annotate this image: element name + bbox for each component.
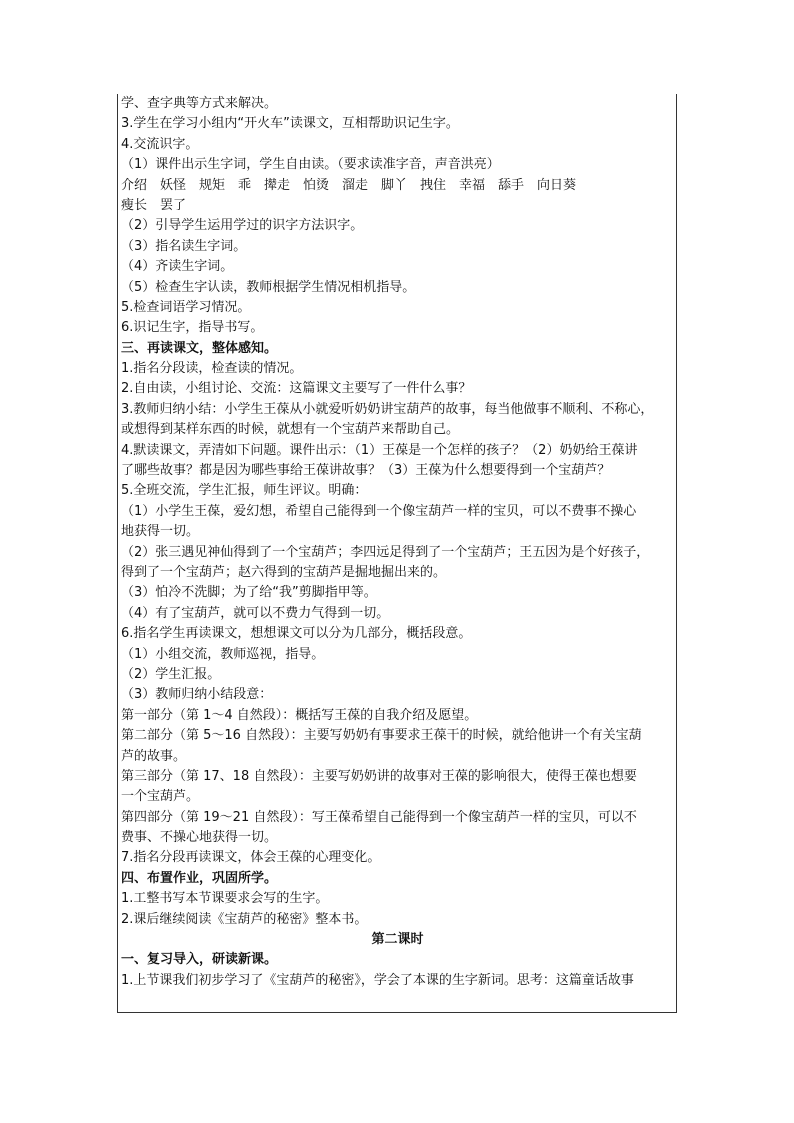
text-line: （3）指名读生字词。	[121, 238, 247, 254]
text-line: （2）张三遇见神仙得到了一个宝葫芦；李四远足得到了一个宝葫芦；王五因为是个好孩子，	[121, 544, 650, 560]
text-line: （2）学生汇报。	[121, 666, 221, 682]
section-heading: 一、复习导入，研读新课。	[121, 952, 278, 968]
text-line: 第二部分（第 5～16 自然段）：主要写奶奶有事要求王葆干的时候，就给他讲一个有关宝葫	[121, 728, 642, 744]
text-line: （4）齐读生字词。	[121, 259, 234, 275]
text-line: 6.识记生字，指导书写。	[121, 320, 264, 336]
text-line: 介绍 妖怪 规矩 乖 撵走 怕烫 溜走 脚丫 拽住 幸福 舔手 向日葵	[121, 177, 577, 193]
text-line: 2.自由读，小组讨论、交流：这篇课文主要写了一件什么事？	[121, 381, 472, 397]
text-line: 瘦长 罢了	[121, 197, 187, 213]
text-line: 第三部分（第 17、18 自然段）：主要写奶奶讲的故事对王葆的影响很大，使得王葆也想要	[121, 768, 637, 784]
text-line: （1）小组交流，教师巡视，指导。	[121, 646, 325, 662]
text-line: 1.上节课我们初步学习了《宝葫芦的秘密》，学会了本课的生字新词。思考：这篇童话故事	[121, 972, 634, 988]
text-line: 3.学生在学习小组内“开火车”读课文，互相帮助识记生字。	[121, 116, 459, 132]
text-line: 或想得到某样东西的时候，就想有一个宝葫芦来帮助自己。	[121, 422, 460, 438]
section-heading: 四、布置作业，巩固所学。	[121, 870, 278, 886]
section-heading: 三、再读课文，整体感知。	[121, 340, 278, 356]
text-line: （4）有了宝葫芦，就可以不费力气得到一切。	[121, 605, 390, 621]
text-line: （3）教师归纳小结段意：	[121, 687, 273, 703]
text-line: 5.全班交流，学生汇报，师生评议。明确：	[121, 483, 368, 499]
text-line: 第一部分（第 1～4 自然段）：概括写王葆的自我介绍及愿望。	[121, 707, 478, 723]
text-line: 1.工整书写本节课要求会写的生字。	[121, 891, 329, 907]
text-line: （1）小学生王葆，爱幻想，希望自己能得到一个像宝葫芦一样的宝贝，可以不费事不操心	[121, 503, 637, 519]
text-line: 第四部分（第 19～21 自然段）：写王葆希望自己能得到一个像宝葫芦一样的宝贝，可以不	[121, 809, 637, 825]
text-line: （3）怕冷不洗脚；为了给“我”剪脚指甲等。	[121, 585, 377, 601]
text-line: 7.指名分段再读课文，体会王葆的心理变化。	[121, 850, 381, 866]
text-line: 5.检查词语学习情况。	[121, 299, 251, 315]
lesson-plan-table-cell	[117, 94, 677, 1013]
text-line: 3.教师归纳小结：小学生王葆从小就爱听奶奶讲宝葫芦的故事，每当他做事不顺利、不称心，	[121, 401, 654, 417]
text-line: 2.课后继续阅读《宝葫芦的秘密》整本书。	[121, 911, 368, 927]
text-line: 地获得一切。	[121, 524, 200, 540]
text-line: 得到了一个宝葫芦；赵六得到的宝葫芦是掘地掘出来的。	[121, 564, 447, 580]
text-line: （5）检查生字认读，教师根据学生情况相机指导。	[121, 279, 416, 295]
text-line: （2）引导学生运用学过的识字方法识字。	[121, 218, 364, 234]
lesson-period-heading: 第二课时	[371, 932, 424, 948]
text-line: 学、查字典等方式来解决。	[121, 96, 278, 111]
text-line: 6.指名学生再读课文，想想课文可以分为几部分，概括段意。	[121, 626, 472, 642]
text-line: 芦的故事。	[121, 748, 187, 764]
text-line: 4.默读课文，弄清如下问题。课件出示：（1）王葆是一个怎样的孩子？（2）奶奶给王葆讲	[121, 442, 638, 458]
text-line: 4.交流识字。	[121, 136, 199, 152]
text-line: 了哪些故事？都是因为哪些事给王葆讲故事？（3）王葆为什么想要得到一个宝葫芦？	[121, 463, 611, 479]
text-line: 费事、不操心地获得一切。	[121, 830, 278, 846]
text-line: 一个宝葫芦。	[121, 789, 200, 805]
text-line: 1.指名分段读，检查读的情况。	[121, 361, 303, 377]
text-line: （1）课件出示生字词，学生自由读。（要求读准字音，声音洪亮）	[121, 157, 500, 173]
